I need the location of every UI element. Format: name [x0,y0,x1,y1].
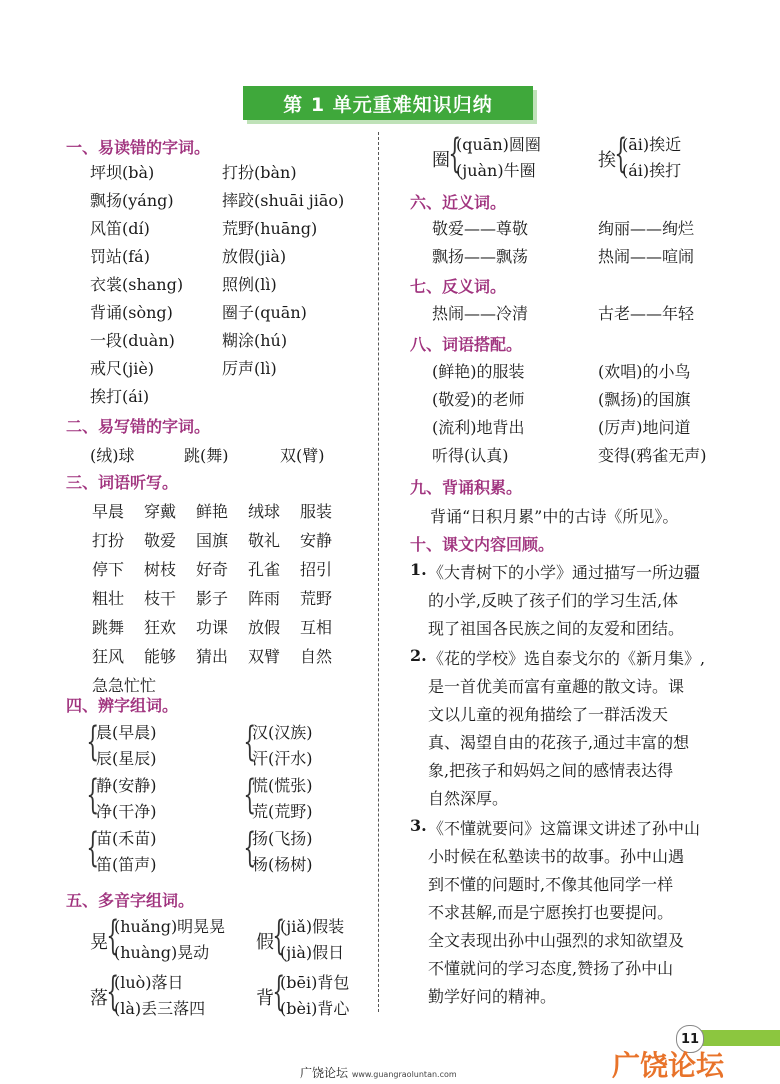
section-7-heading: 七、反义词。 [410,277,507,296]
footer-url: www.guangraoluntan.com [351,1070,457,1079]
word-item: 罚站(fá) [90,247,150,266]
word-item: 糊涂(hú) [222,331,288,350]
footer-site: 广饶论坛 [300,1066,349,1080]
dictation-word: 打扮 [92,531,125,550]
polyphonic-char: 假 [256,932,274,953]
word-pair: (流利)地背出 [432,418,525,437]
summary-line: 到不懂的问题时,不像其他同学一样 [428,875,674,894]
word-pair: 热闹——喧闹 [598,247,695,266]
char-group-item: 净(干净) [96,802,157,821]
word-pair: (飘扬)的国旗 [598,390,691,409]
summary-line: 《花的学校》选自泰戈尔的《新月集》, [428,649,706,668]
dictation-word: 鲜艳 [196,502,229,521]
char-group-item: 笛(笛声) [96,855,157,874]
summary-number: 3. [410,816,427,835]
brace: { [86,772,100,818]
dictation-word: 粗壮 [92,589,125,608]
polyphonic-reading: (là)丢三落四 [114,999,206,1018]
section-9-text: 背诵“日积月累”中的古诗《所见》。 [430,507,679,526]
summary-line: 全文表现出孙中山强烈的求知欲望及 [428,931,685,950]
dictation-word: 绒球 [248,502,281,521]
dictation-word: 荒野 [300,589,333,608]
word-item: 挨打(ái) [90,387,150,406]
dictation-word: 穿戴 [144,502,177,521]
brace: { [614,131,628,177]
polyphonic-char: 落 [90,988,108,1009]
section-1-heading: 一、易读错的字词。 [66,138,211,157]
dictation-word: 功课 [196,618,229,637]
brace: { [272,969,286,1015]
dictation-word: 枝干 [144,589,177,608]
summary-line: 象,把孩子和妈妈之间的感情表达得 [428,761,674,780]
brace: { [86,825,100,871]
brace: { [448,131,462,177]
summary-line: 小时候在私塾读书的故事。孙中山遇 [428,847,685,866]
summary-line: 现了祖国各民族之间的友爱和团结。 [428,619,685,638]
section-6-heading: 六、近义词。 [410,193,507,212]
word-pair: 敬爱——尊敬 [432,219,529,238]
dictation-word: 国旗 [196,531,229,550]
dictation-word: 跳舞 [92,618,125,637]
summary-line: 不求甚解,而是宁愿挨打也要提问。 [428,903,674,922]
summary-line: 勤学好问的精神。 [428,987,557,1006]
section-9-heading: 九、背诵积累。 [410,478,523,497]
word-pair: 绚丽——绚烂 [598,219,695,238]
section-2-heading: 二、易写错的字词。 [66,417,211,436]
char-group-item: 荒(荒野) [252,802,313,821]
summary-line: 自然深厚。 [428,789,509,808]
polyphonic-reading: (luò)落日 [114,973,184,992]
char-group-item: 扬(飞扬) [252,829,313,848]
dictation-word: 树枝 [144,560,177,579]
column-divider [378,132,379,1012]
char-group-item: 汉(汉族) [252,723,313,742]
dictation-word: 阵雨 [248,589,281,608]
summary-number: 2. [410,646,427,665]
dictation-word: 安静 [300,531,333,550]
dictation-word: 停下 [92,560,125,579]
polyphonic-reading: (bēi)背包 [280,973,350,992]
word-item: 厉声(lì) [222,359,277,378]
dictation-word: 敬礼 [248,531,281,550]
summary-line: 《不懂就要问》这篇课文讲述了孙中山 [428,819,701,838]
word-item: 摔跤(shuāi jiāo) [222,191,345,210]
word-item: 坪坝(bà) [90,163,155,182]
char-group-item: 慌(慌张) [252,776,313,795]
char-group-item: 杨(杨树) [252,855,313,874]
polyphonic-reading: (āi)挨近 [622,135,682,154]
word-item: 戒尺(jiè) [90,359,155,378]
polyphonic-reading: (jià)假日 [280,943,345,962]
word-pair: 听得(认真) [432,446,509,465]
dictation-word: 早晨 [92,502,125,521]
polyphonic-char: 挨 [598,150,616,171]
section-2-item: (绒)球 [90,446,135,465]
word-pair: (欢唱)的小鸟 [598,362,691,381]
summary-line: 不懂就问的学习态度,赞扬了孙中山 [428,959,674,978]
brace: { [106,913,120,959]
brace: { [243,825,257,871]
char-group-item: 苗(禾苗) [96,829,157,848]
brace: { [272,913,286,959]
dictation-word: 急急忙忙 [92,676,157,695]
summary-number: 1. [410,560,427,579]
dictation-word: 好奇 [196,560,229,579]
dictation-word: 狂欢 [144,618,177,637]
word-pair: (鲜艳)的服装 [432,362,525,381]
section-8-heading: 八、词语搭配。 [410,335,523,354]
word-item: 圈子(quān) [222,303,307,322]
brace: { [86,719,100,765]
section-10-heading: 十、课文内容回顾。 [410,535,555,554]
summary-line: 文以儿童的视角描绘了一群活泼天 [428,705,669,724]
dictation-word: 自然 [300,647,333,666]
polyphonic-reading: (huàng)晃动 [114,943,210,962]
word-item: 照例(lì) [222,275,277,294]
polyphonic-reading: (huǎng)明晃晃 [114,917,226,936]
footer [300,1064,457,1081]
dictation-word: 敬爱 [144,531,177,550]
summary-line: 真、渴望自由的花孩子,通过丰富的想 [428,733,690,752]
dictation-word: 放假 [248,618,281,637]
section-2-item: 跳(舞) [184,446,229,465]
word-item: 衣裳(shang) [90,275,184,294]
word-pair: 古老——年轻 [598,304,695,323]
section-4-heading: 四、辨字组词。 [66,696,179,715]
polyphonic-char: 晃 [90,932,108,953]
char-group-item: 辰(星辰) [96,749,157,768]
dictation-word: 双臂 [248,647,281,666]
dictation-word: 狂风 [92,647,125,666]
polyphonic-reading: (juàn)牛圈 [456,161,536,180]
brace: { [106,969,120,1015]
polyphonic-reading: (bèi)背心 [280,999,350,1018]
dictation-word: 影子 [196,589,229,608]
dictation-word: 服装 [300,502,333,521]
section-2-item: 双(臂) [280,446,325,465]
dictation-word: 招引 [300,560,333,579]
polyphonic-reading: (ái)挨打 [622,161,682,180]
word-item: 背诵(sòng) [90,303,173,322]
char-group-item: 静(安静) [96,776,157,795]
brace: { [243,719,257,765]
brace: { [243,772,257,818]
page-number: 11 [676,1025,704,1053]
dictation-word: 猜出 [196,647,229,666]
char-group-item: 晨(早晨) [96,723,157,742]
polyphonic-char: 圈 [432,150,450,171]
word-pair: 热闹——冷清 [432,304,529,323]
word-pair: 变得(鸦雀无声) [598,446,707,465]
section-5-heading: 五、多音字组词。 [66,891,195,910]
word-item: 打扮(bàn) [222,163,297,182]
word-pair: (厉声)地问道 [598,418,691,437]
dictation-word: 能够 [144,647,177,666]
summary-line: 《大青树下的小学》通过描写一所边疆 [428,563,701,582]
dictation-word: 互相 [300,618,333,637]
summary-line: 是一首优美而富有童趣的散文诗。课 [428,677,685,696]
word-item: 荒野(huāng) [222,219,318,238]
polyphonic-reading: (quān)圆圈 [456,135,541,154]
word-item: 飘扬(yáng) [90,191,174,210]
summary-line: 的小学,反映了孩子们的学习生活,体 [428,591,679,610]
word-pair: (敬爱)的老师 [432,390,525,409]
polyphonic-char: 背 [256,988,274,1009]
page-title: 第 1 单元重难知识归纳 [243,86,533,120]
word-pair: 飘扬——飘荡 [432,247,529,266]
section-3-heading: 三、词语听写。 [66,473,179,492]
word-item: 放假(jià) [222,247,287,266]
site-logo: 广饶论坛 [612,1049,725,1082]
word-item: 一段(duàn) [90,331,175,350]
dictation-word: 孔雀 [248,560,281,579]
word-item: 风笛(dí) [90,219,150,238]
char-group-item: 汗(汗水) [252,749,313,768]
polyphonic-reading: (jiǎ)假装 [280,917,345,936]
